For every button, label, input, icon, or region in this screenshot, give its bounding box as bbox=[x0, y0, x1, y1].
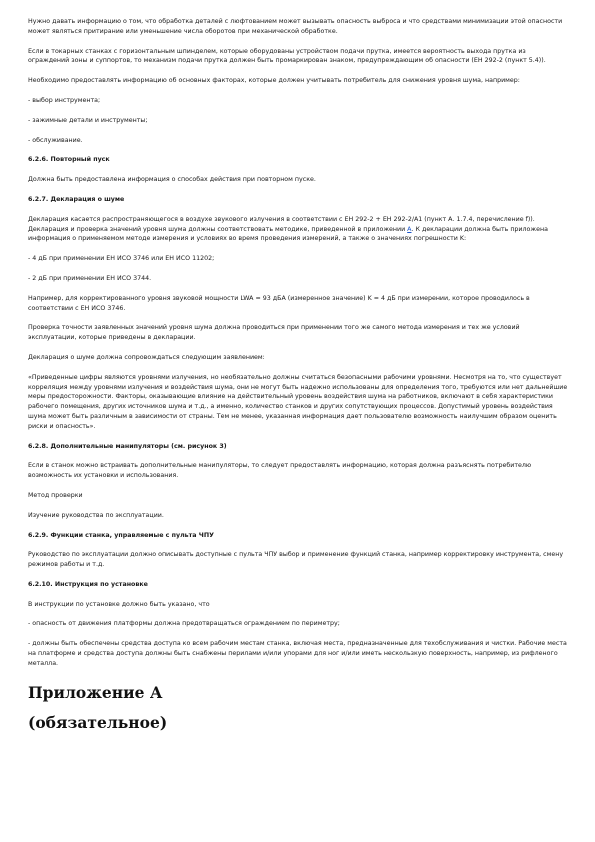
paragraph-p2: Если в токарных станках с горизонтальным шпинделем, которые оборудованы устройством подачи прутка, имеется вероятность выхода прутка из ограждений зоны и суппортов, то механизм подачи прутка должен быть промаркирован знаком, предупреждающим об опасности (ЕН 292-2 (пункт 5.4)). bbox=[28, 47, 546, 65]
paragraph-example: Например, для корректированного уровня звуковой мощности LWA = 93 дБА (измеренное значение) K = 4 дБ при измерении, которое проводилось в соответствии с ЕН ИСО 3746. bbox=[28, 294, 530, 312]
paragraph-noise-declaration bbox=[28, 215, 568, 244]
section-heading-installation: 6.2.10. Инструкция по установке bbox=[28, 580, 148, 588]
paragraph-p1: Нужно давать информацию о том, что обработка деталей с люфтованием может вызывать опасность выброса и что средствами минимизации этой опасности может являться притирание или уменьшение числа оборотов при механической обработке. bbox=[28, 18, 563, 35]
section-heading-cnc: 6.2.9. Функции станка, управляемые с пульта ЧПУ bbox=[28, 531, 214, 539]
appendix-subtitle: (обязательное) bbox=[28, 712, 168, 732]
list-item-maintenance: - обслуживание. bbox=[28, 136, 83, 144]
appendix-a-link[interactable]: А bbox=[407, 225, 412, 233]
paragraph-p7: Должна быть предоставлена информация о способах действия при повторном пуске. bbox=[28, 176, 316, 184]
list-item-2db: - 2 дБ при применении ЕН ИСО 3744. bbox=[28, 274, 152, 282]
list-item-access: - должны быть обеспечены средства доступа ко всем рабочим местам станка, включая места, предназначенные для техобслуживания и чистки. Рабочие места на платформе и средства доступа должны быть снабжены перилами и/или упорами для ног и/или иметь нескользкую поверхность, например, из рифленого металла. bbox=[28, 640, 567, 667]
section-heading-restart: 6.2.6. Повторный пуск bbox=[28, 156, 110, 164]
paragraph-cnc: Руководство по эксплуатации должно описывать доступные с пульта ЧПУ выбор и применение функций станка, например корректировку инструмента, смену режимов работы и т.д. bbox=[28, 551, 564, 569]
document-body bbox=[28, 17, 568, 741]
list-item-platform: - опасность от движения платформы должна предотвращаться ограждением по периметру; bbox=[28, 620, 340, 628]
section-heading-manipulators: 6.2.8. Дополнительные манипуляторы (см. рисунок 3) bbox=[28, 442, 227, 450]
paragraph-manipulators: Если в станок можно встраивать дополнительные манипуляторы, то следует предоставлять информацию, которая должна разъяснять потребителю возможность их установки и использования. bbox=[28, 462, 532, 480]
paragraph-statement-intro: Декларация о шуме должна сопровождаться следующим заявлением: bbox=[28, 353, 265, 361]
appendix-title: Приложение А bbox=[28, 682, 163, 702]
paragraph-check-method: Метод проверки bbox=[28, 491, 83, 499]
paragraph-study-manual: Изучение руководства по эксплуатации. bbox=[28, 511, 164, 519]
paragraph-noise-text-after: . К декларации должна быть приложена информация о применяемом методе измерения и условиях во время проведения измерений, а также о значениях погрешности K: bbox=[28, 225, 548, 243]
paragraph-verification: Проверка точности заявленных значений уровня шума должна проводиться при применении того же самого метода измерения и тех же условий эксплуатации, которые приведены в декларации. bbox=[28, 324, 520, 342]
list-item-clamping: - зажимные детали и инструменты; bbox=[28, 116, 148, 124]
paragraph-installation: В инструкции по установке должно быть указано, что bbox=[28, 600, 210, 608]
list-item-tool-choice: - выбор инструмента; bbox=[28, 96, 101, 104]
section-heading-noise: 6.2.7. Декларация о шуме bbox=[28, 195, 125, 203]
paragraph-p3: Необходимо предоставлять информацию об основных факторах, которые должен учитывать потребитель для снижения уровня шума, например: bbox=[28, 77, 520, 85]
paragraph-noise-text: Декларация касается распространяющегося в воздухе звукового излучения в соответствии с ЕН 292-2 + ЕН 292-2/А1 (пункт А. 1.7.4, перечисление f)). Декларация и проверка значений уровня шума должны соответствовать методике, приведенной в приложении bbox=[28, 215, 535, 233]
list-item-4db: - 4 дБ при применении ЕН ИСО 3746 или ЕН ИСО 11202; bbox=[28, 255, 215, 263]
paragraph-statement: «Приведенные цифры являются уровнями излучения, но необязательно должны считаться безопасными рабочими уровнями. Несмотря на то, что существует корреляция между уровнями излучения и воздействия шума, они не могут быть надежно использованы для определения того, требуются или нет дальнейшие меры предосторожности. Факторы, оказывающие влияние на действительный уровень воздействия шума на работников, включают в себя характеристики рабочего помещения, других источников шума и т.д., а именно, количество станков и других сопутствующих процессов. Допустимый уровень воздействия шума может быть различным в зависимости от страны. Тем не менее, указанная информация дает пользователю возможность наилучшим образом оценить риски и опасность». bbox=[28, 373, 568, 430]
